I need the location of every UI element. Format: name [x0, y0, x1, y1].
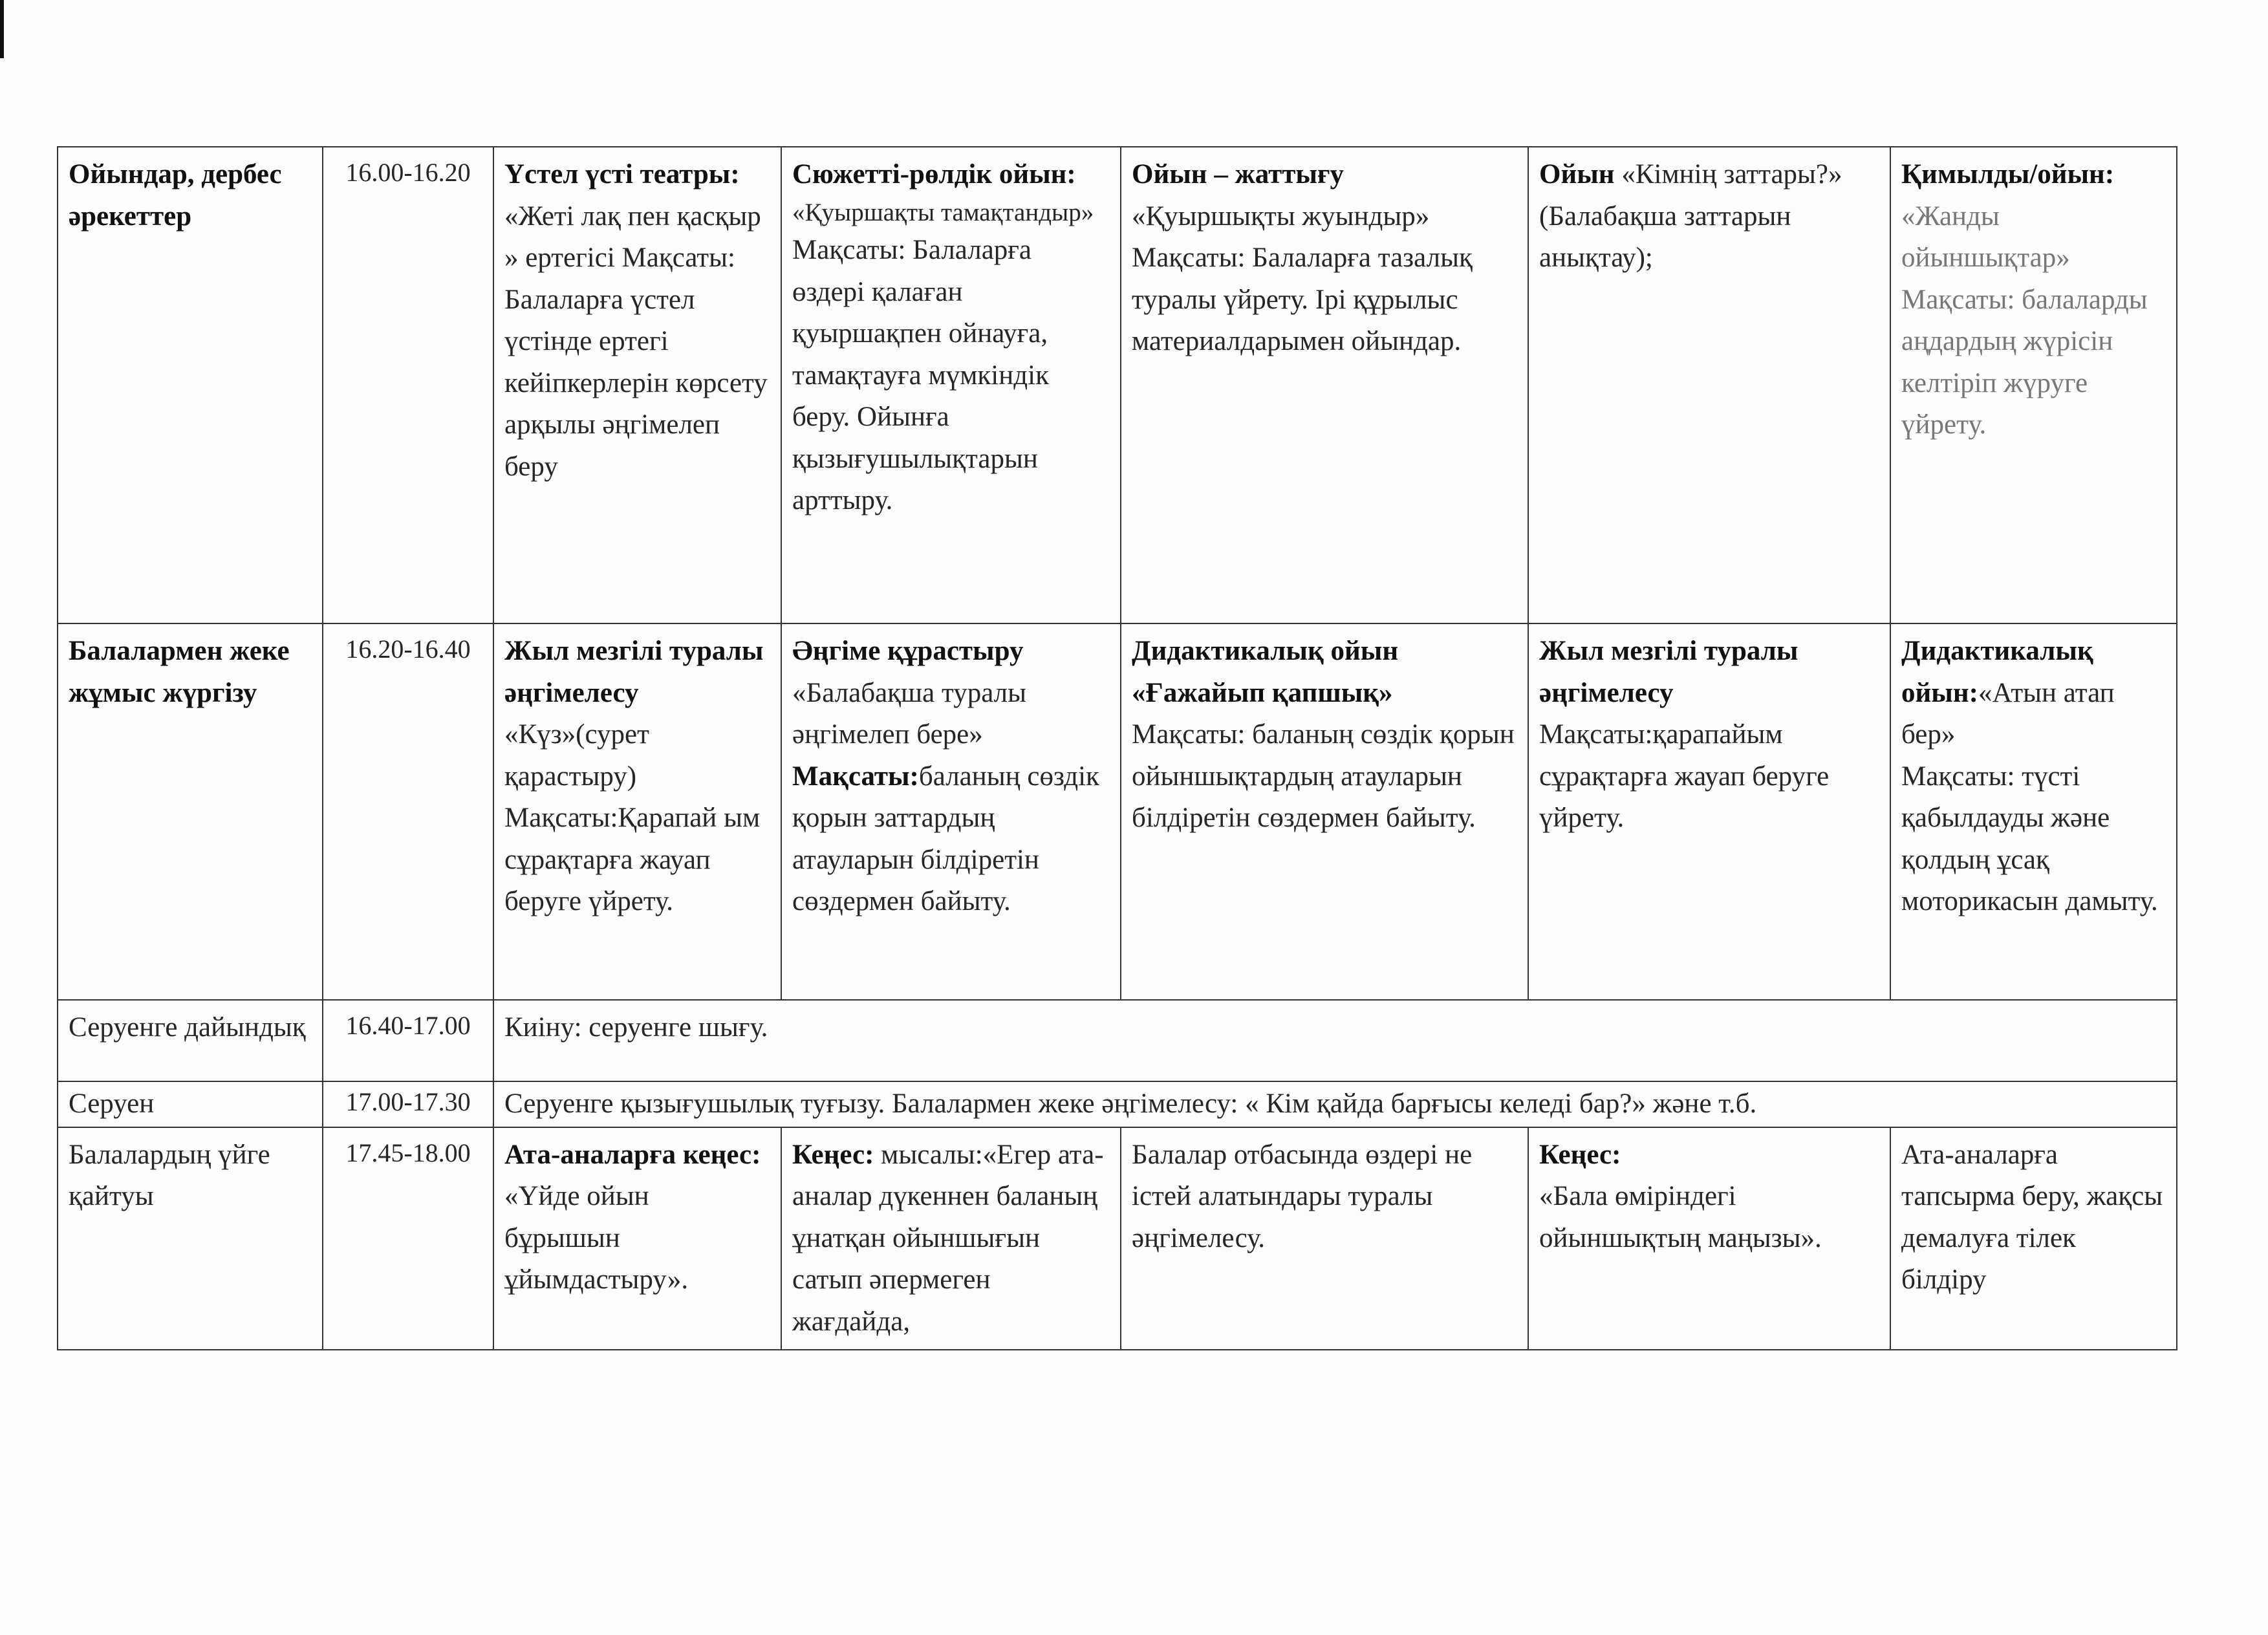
plan-cell-day3: Дидактикалық ойын «Ғажайып қапшық» Мақсаты: баланың сөздік қорын ойыншықтардың атауларын білдіретін сөздермен байыту. — [1121, 623, 1528, 1000]
plan-span-cell: Киіну: серуенге шығу. — [493, 1000, 2177, 1081]
time-cell: 17.45-18.00 — [323, 1127, 493, 1350]
table-row — [58, 147, 2177, 623]
time-cell: 16.20-16.40 — [323, 623, 493, 1000]
activity-cell: Ойындар, дербес әрекеттер — [58, 147, 323, 623]
plan-cell-day2: Сюжетті-рөлдік ойын: «Қуыршақты тамақтандыр» Мақсаты: Балаларға өздері қалаған қуыршақпен ойнауға, тамақтауға мүмкіндік беру. Ойынға қызығушылықтарын арттыру. — [781, 147, 1121, 623]
scan-edge-mark — [0, 0, 4, 58]
plan-cell-day3: Ойын – жаттығу «Қуыршықты жуындыр» Мақсаты: Балаларға тазалық туралы үйрету. Ірі құрылыс материалдарымен ойындар. — [1121, 147, 1528, 623]
table-row — [58, 1000, 2177, 1081]
table-row — [58, 623, 2177, 1000]
time-cell: 17.00-17.30 — [323, 1081, 493, 1127]
plan-cell-day5: Дидактикалық ойын:«Атын атап бер» Мақсаты: түсті қабылдауды және қолдың ұсақ моторикасын дамыту. — [1890, 623, 2177, 1000]
time-cell: 16.40-17.00 — [323, 1000, 493, 1081]
plan-cell-day1: Үстел үсті театры: «Жеті лақ пен қасқыр » ертегісі Мақсаты: Балаларға үстел үстінде ертегі кейіпкерлерін көрсету арқылы әңгімелеп беру — [493, 147, 781, 623]
table-row — [58, 1127, 2177, 1350]
plan-cell-day1: Жыл мезгілі туралы әңгімелесу «Күз»(сурет қарастыру) Мақсаты:Қарапай ым сұрақтарға жауап беруге үйрету. — [493, 623, 781, 1000]
plan-cell-day4: Ойын «Кімнің заттары?» (Балабақша заттарын анықтау); — [1528, 147, 1890, 623]
activity-cell: Серуен — [58, 1081, 323, 1127]
time-cell: 16.00-16.20 — [323, 147, 493, 623]
plan-cell-day5: Қимылды/ойын: «Жанды ойыншықтар» Мақсаты: балаларды аңдардың жүрісін келтіріп жүруге үйрету. — [1890, 147, 2177, 623]
activity-cell: Балалармен жеке жұмыс жүргізу — [58, 623, 323, 1000]
plan-cell-day4: Кеңес: «Бала өміріндегі ойыншықтың маңызы». — [1528, 1127, 1890, 1350]
plan-cell-day4: Жыл мезгілі туралы әңгімелесу Мақсаты:қарапайым сұрақтарға жауап беруге үйрету. — [1528, 623, 1890, 1000]
daily-plan-table — [57, 146, 2177, 1350]
plan-cell-day1: Ата-аналарға кеңес: «Үйде ойын бұрышын ұйымдастыру». — [493, 1127, 781, 1350]
activity-cell: Серуенге дайындық — [58, 1000, 323, 1081]
plan-cell-day5: Ата-аналарға тапсырма беру, жақсы демалуға тілек білдіру — [1890, 1127, 2177, 1350]
plan-cell-day2: Кеңес: мысалы:«Егер ата-аналар дүкеннен баланың ұнатқан ойыншығын сатып әпермеген жағдайда, — [781, 1127, 1121, 1350]
activity-cell: Балалардың үйге қайтуы — [58, 1127, 323, 1350]
plan-cell-day2: Әңгіме құрастыру «Балабақша туралы әңгімелеп бере» Мақсаты:баланың сөздік қорын заттардың атауларын білдіретін сөздермен байыту. — [781, 623, 1121, 1000]
table-row — [58, 1081, 2177, 1127]
plan-cell-day3: Балалар отбасында өздері не істей алатындары туралы әңгімелесу. — [1121, 1127, 1528, 1350]
plan-span-cell: Серуенге қызығушылық туғызу. Балалармен жеке әңгімелесу: « Кім қайда барғысы келеді бар?» және т.б. — [493, 1081, 2177, 1127]
